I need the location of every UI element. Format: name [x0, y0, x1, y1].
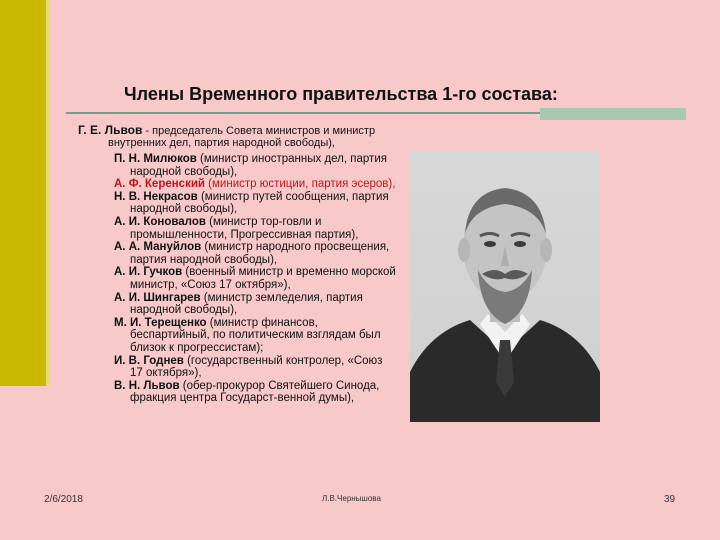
member-name: А. А. Мануйлов	[114, 241, 202, 254]
member-name: М. И. Терещенко	[114, 316, 207, 329]
member-name: Н. В. Некрасов	[114, 190, 198, 203]
member-text: (министр финансов, беспартийный, по политическим взглядам был близок к прогрессистам);	[130, 316, 381, 354]
footer-date: 2/6/2018	[44, 494, 83, 505]
member-text: (министр земледелия, партия народной свободы),	[130, 291, 363, 317]
slide-title: Члены Временного правительства 1-го состава:	[124, 84, 558, 104]
lead-member	[78, 124, 398, 149]
member-item	[78, 153, 398, 178]
member-item	[78, 266, 398, 291]
member-item	[78, 292, 398, 317]
member-name: А. И. Гучков	[114, 266, 183, 279]
left-accent-bar	[0, 0, 46, 386]
lead-member-text: - председатель Совета министров и министр внутренних дел, партия народной свободы),	[108, 125, 376, 149]
member-name: П. Н. Милюков	[114, 153, 197, 165]
member-name: А. И. Коновалов	[114, 215, 206, 228]
member-name: А. И. Шингарев	[114, 291, 201, 304]
member-name: И. В. Годнев	[114, 354, 184, 367]
member-text: (министр юстиции, партия эсеров),	[204, 178, 396, 191]
member-item	[78, 380, 398, 405]
portrait-photo	[410, 152, 600, 422]
member-text: (министр тор-говли и промышленности, Прогрессивная партия),	[130, 215, 359, 241]
title-underline-accent	[540, 108, 686, 120]
member-item	[78, 317, 398, 355]
member-text: (обер-прокурор Святейшего Синода, фракция центра Государст-венной думы),	[130, 379, 380, 405]
member-items	[78, 153, 398, 405]
footer-author: Л.В.Чернышова	[322, 494, 381, 503]
lead-member-name: Г. Е. Львов	[78, 123, 143, 137]
left-accent-bar-edge	[46, 0, 49, 386]
member-name: А. Ф. Керенский	[114, 178, 205, 191]
member-text: (министр иностранных дел, партия народной свободы),	[130, 153, 387, 178]
member-text: (государственный контролер, «Союз 17 октября»),	[130, 354, 383, 380]
portrait-illustration	[410, 152, 600, 422]
member-text: (военный министр и временно морской министр, «Союз 17 октября»),	[130, 266, 396, 291]
member-item	[78, 191, 398, 216]
member-text: (министр народного просвещения, партия народной свободы),	[130, 241, 390, 266]
member-item	[78, 216, 398, 241]
member-text: (министр путей сообщения, партия народной свободы),	[130, 190, 389, 216]
members-list	[78, 124, 398, 405]
member-name: В. Н. Львов	[114, 379, 180, 392]
member-item	[78, 178, 398, 191]
member-item	[78, 241, 398, 266]
member-item	[78, 355, 398, 380]
footer-page-number: 39	[664, 494, 676, 505]
